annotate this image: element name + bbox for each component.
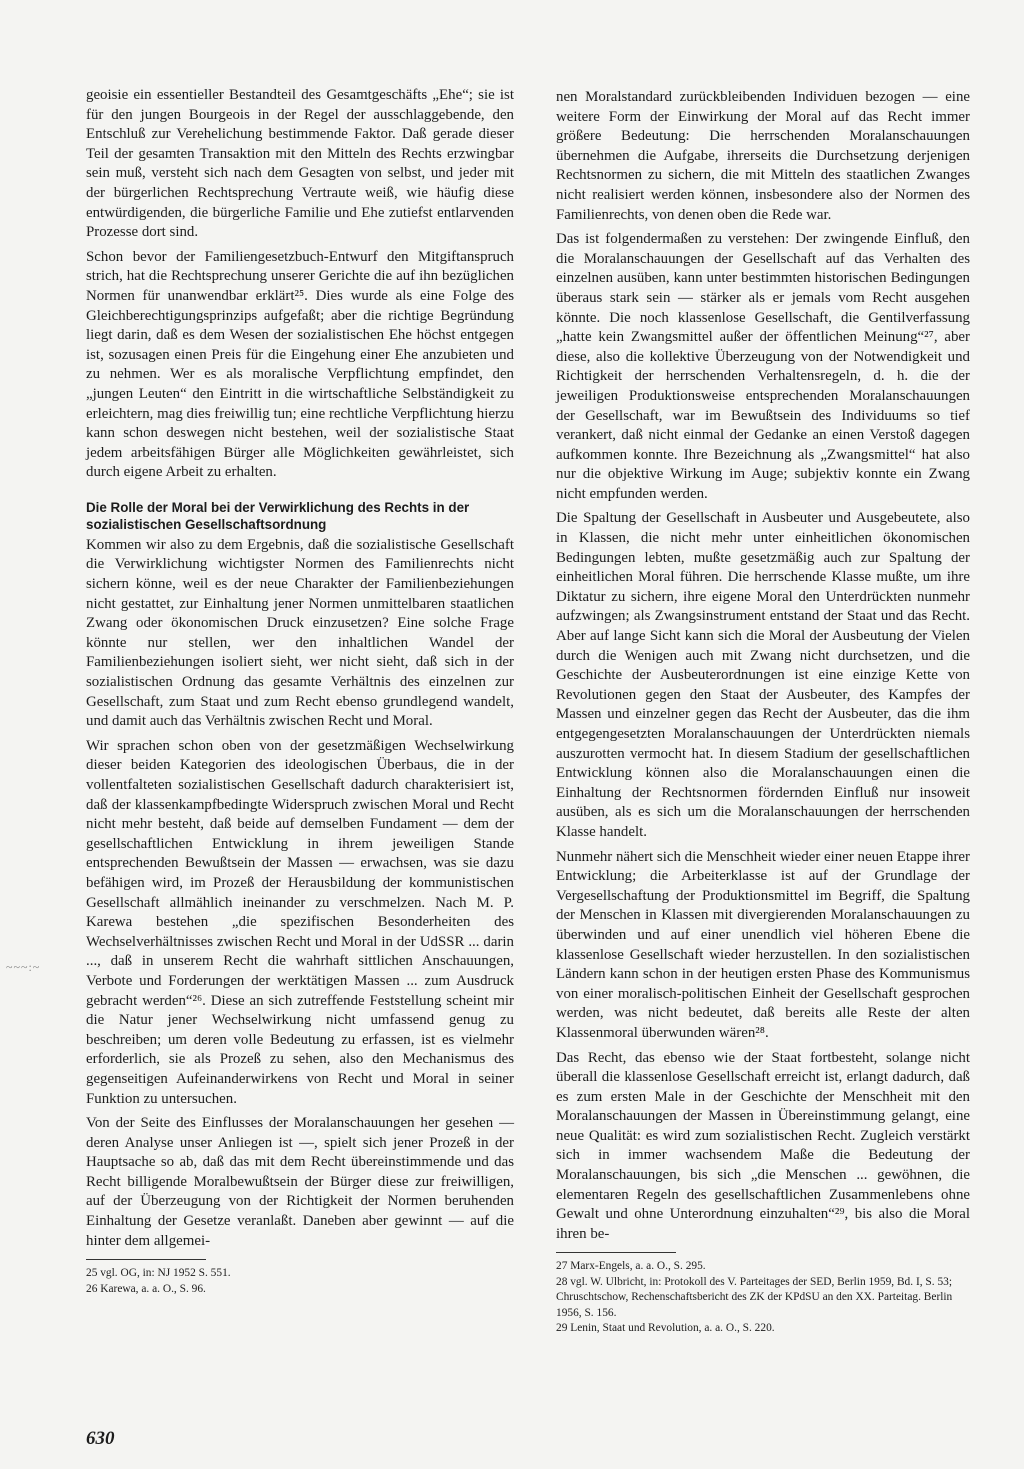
paragraph: Die Spaltung der Gesellschaft in Ausbeuter und Ausgebeutete, also in Klassen, die nicht mehr unter einheitlichen ökonomischen Bedingungen lebten, mußte gesetzmäßig auch zur Spaltung der einheitlichen Moral führen. Die herrschende Klasse mußte, um ihre Diktatur zu sichern, ihre eigene Moral den Unterdrückten nunmehr aufzwingen; als Zwangsinstrument entstand der Staat und das Recht. Aber auf lange Sicht kann sich die Moral der Ausbeutung der Vielen durch die Wenigen auch mit Zwang nicht durchsetzen, und die Geschichte der Ausbeuterordnungen ist eine einzige Kette von Revolutionen gegen den Staat der Ausbeuter, des Kampfes der Massen und einzelner gegen das Recht der Ausbeuter, das die ihm entgegengesetzten Moralanschauungen der Unterdrückten niemals auszurotten vermocht hat. In diesem Stadium der gesellschaftlichen Entwicklung können also die Moralanschauungen einen die Einhaltung der Rechtsnormen fördernden Einfluß nur insoweit ausüben, als es sich um die Moralanschauungen der herrschenden Klasse handelt. [556, 510, 970, 840]
paragraph: Kommen wir also zu dem Ergebnis, daß die sozialistische Gesellschaft die Verwirklichung wichtigster Normen des Familienrechts nicht sichern könne, weil es der neue Charakter der Familienbeziehungen nicht gestattet, zur Einhaltung jener Normen unmittelbaren staatlichen Zwang oder ökonomischen Druck einzusetzen? Eine solche Frage könnte nur stellen, wer den inhaltlichen Wandel der Familienbeziehungen isoliert sieht, wer nicht sieht, daß sich in der sozialistischen Ordnung das gesamte Verhältnis des einzelnen zur Gesellschaft, zum Staat und zum Recht ebenso grundlegend wandelt, und damit auch das Verhältnis zwischen Recht und Moral. [86, 536, 514, 730]
paragraph: geoisie ein essentieller Bestandteil des Gesamtgeschäfts „Ehe“; sie ist für den jungen Bourgeois in der Regel der ausschlaggebende, den Entschluß zur Verehelichung bestimmende Faktor. Daß gerade dieser Teil der gesamten Transaktion mit den Mitteln des Rechts erzwingbar sein muß, versteht sich nach dem Gesagten von selbst, und jeder mit der bürgerlichen Rechtsprechung Vertraute weiß, wie häufig diese entwürdigenden, die bürgerliche Familie und Ehe zutiefst entlarvenden Prozesse dort sind. [86, 87, 514, 241]
footnote: 26 Karewa, a. a. O., S. 96. [86, 1282, 206, 1295]
paragraph: Nunmehr nähert sich die Menschheit wieder einer neuen Etappe ihrer Entwicklung; die Arbeiterklasse ist auf der Grundlage der Vergesellschaftung der Produktionsmittel im Begriff, die Spaltung der Menschen in Klassen mit divergierenden Moralanschauungen zu überwinden und auf einer unendlich viel höheren Ebene die klassenlose Gesellschaft wieder herzustellen. In den sozialistischen Ländern kann schon in der heutigen ersten Phase des Kommunismus von einer moralisch-politischen Einheit der Gesellschaft gesprochen werden, was nicht bedeutet, daß bereits alle Reste der alten Klassenmoral überwunden wären²⁸. [556, 848, 970, 1041]
paragraph: Das ist folgendermaßen zu verstehen: Der zwingende Einfluß, den die Moralanschauungen der Gesellschaft auf das Verhalten des einzelnen ausüben, kann unter bestimmten historischen Bedingungen überaus stark sein — stärker als er jemals vom Recht ausgehen könnte. Die noch klassenlose Gesellschaft, die Gentilverfassung „hatte kein Zwangsmittel außer der öffentlichen Meinung“²⁷, aber diese, also die kollektive Überzeugung von der Notwendigkeit und Richtigkeit der herrschenden Verhaltensregeln, d. h. die der jeweiligen Produktionsweise entsprechenden Moralanschauungen der Gesellschaft, war im Bewußtsein des Individuums so tief verankert, daß nicht einmal der Gedanke an einen Verstoß dagegen aufkommen konnte. Ihre Bezeichnung als „Zwangsmittel“ hat also nur die objektive Wirkung im Auge; subjektiv konnte ein Zwang nicht empfunden werden. [556, 231, 970, 502]
footnote: 28 vgl. W. Ulbricht, in: Protokoll des V. Parteitages der SED, Berlin 1959, Bd. I, S. 53; Chruschtschow, Rechenschaftsbericht des ZK der KPdSU an den XX. Parteitag. Berlin 1956, S. 156. [556, 1275, 953, 1319]
paragraph: Schon bevor der Familiengesetzbuch-Entwurf den Mitgiftanspruch strich, hat die Rechtsprechung unserer Gerichte die auf ihn bezüglichen Normen für unanwendbar erklärt²⁵. Dies wurde als eine Folge des Gleichberechtigungsprinzips aufgefaßt; aber die richtige Begründung liegt darin, daß es dem Wesen der sozialistischen Ehe höchst entgegen ist, sozusagen einen Preis für die Eingehung einer Ehe anzubieten und zu nehmen. Wer es als moralische Verpflichtung empfindet, den „jungen Leuten“ den Eintritt in die wirtschaftliche Selbständigkeit zu erleichtern, mag dies freiwillig tun; eine rechtliche Verpflichtung hierzu kann schon deswegen nicht bestehen, weil der sozialistische Staat jedem arbeitsfähigen Bürger alle Möglichkeiten gewährleistet, sich durch eigene Arbeit zu erhalten. [86, 248, 514, 481]
paragraph: Von der Seite des Einflusses der Moralanschauungen her gesehen — deren Analyse unser Anliegen ist —, spielt sich jener Prozeß in der Hauptsache so ab, daß das mit dem Recht übereinstimmende und das Recht billigende Moralbewußtsein der Bürger diese zur freiwilligen, auf der Überzeugung von der Richtigkeit der Normen beruhenden Einhaltung der Gesetze veranlaßt. Daneben aber gewinnt — auf die hinter dem allgemei- [86, 1115, 514, 1249]
left-column [86, 86, 514, 1297]
footnote-divider [556, 1252, 676, 1253]
right-column [556, 88, 970, 1337]
footnote: 29 Lenin, Staat und Revolution, a. a. O., S. 220. [556, 1322, 775, 1335]
paragraph: nen Moralstandard zurückbleibenden Individuen bezogen — eine weitere Form der Einwirkung der Moral auf das Recht immer größere Bedeutung: Die herrschenden Moralanschauungen übernehmen die Aufgabe, ihrerseits die Durchsetzung derjenigen Rechtsnormen zu sichern, die mit Mitteln des staatlichen Zwanges nicht realisiert werden können, insbesondere also der Normen des Familienrechts, von denen oben die Rede war. [556, 89, 970, 223]
footnote: 25 vgl. OG, in: NJ 1952 S. 551. [86, 1267, 231, 1280]
paragraph: Wir sprachen schon oben von der gesetzmäßigen Wechselwirkung dieser beiden Kategorien des ideologischen Überbaus, die in der vollentfalteten sozialistischen Gesellschaft dadurch charakterisiert ist, daß der klassenkampfbedingte Widerspruch zwischen Moral und Recht nicht mehr besteht, daß beide auf demselben Fundament — dem der gesellschaftlichen Entwicklung in ihrem jeweiligen Stande entsprechenden Bewußtsein der Massen — erwachsen, was sie dazu befähigen wird, im Prozeß der Herausbildung der kommunistischen Gesellschaft allmählich ineinander zu verschmelzen. Nach M. P. Karewa bestehen „die spezifischen Besonderheiten des Wechselverhältnisses zwischen Recht und Moral in der UdSSR ... darin ..., daß in unserem Recht die wahrhaft sittlichen Anschauungen, Verbote und Forderungen der werktätigen Massen ... zum Ausdruck gebracht werden“²⁶. Diese an sich zutreffende Feststellung scheint mir die Natur jener Wechselwirkung nicht umfassend genug zu beschreiben; um deren volle Bedeutung zu erfassen, ist es vielmehr erforderlich, sie als Prozeß zu sehen, also den Mechanismus des gegenseitigen Aufeinanderwirkens von Recht und Moral in seiner Funktion zu untersuchen. [86, 737, 514, 1107]
margin-mark: ~~~:~ [6, 960, 41, 974]
page-number: 630 [86, 1428, 115, 1449]
footnote-divider [86, 1259, 206, 1260]
paragraph: Das Recht, das ebenso wie der Staat fortbesteht, solange nicht überall die klassenlose Gesellschaft erreicht ist, erlangt dadurch, daß es zum ersten Male in der Geschichte der Menschheit mit den Moralanschauungen der Massen in Übereinstimmung gelangt, eine neue Qualität: es wird zum sozialistischen Recht. Zugleich verstärkt sich in immer wachsendem Maße die Bedeutung der Moralanschauungen, bis sich „die Menschen ... gewöhnen, die elementaren Regeln des gesellschaftlichen Zusammenlebens ohne Gewalt und ohne Unterordnung einzuhalten“²⁹, bis also die Moral ihren be- [556, 1049, 970, 1242]
section-heading: Die Rolle der Moral bei der Verwirklichung des Rechts in der sozialistischen Gesellschaftsordnung [86, 499, 470, 533]
footnote: 27 Marx-Engels, a. a. O., S. 295. [556, 1260, 706, 1273]
